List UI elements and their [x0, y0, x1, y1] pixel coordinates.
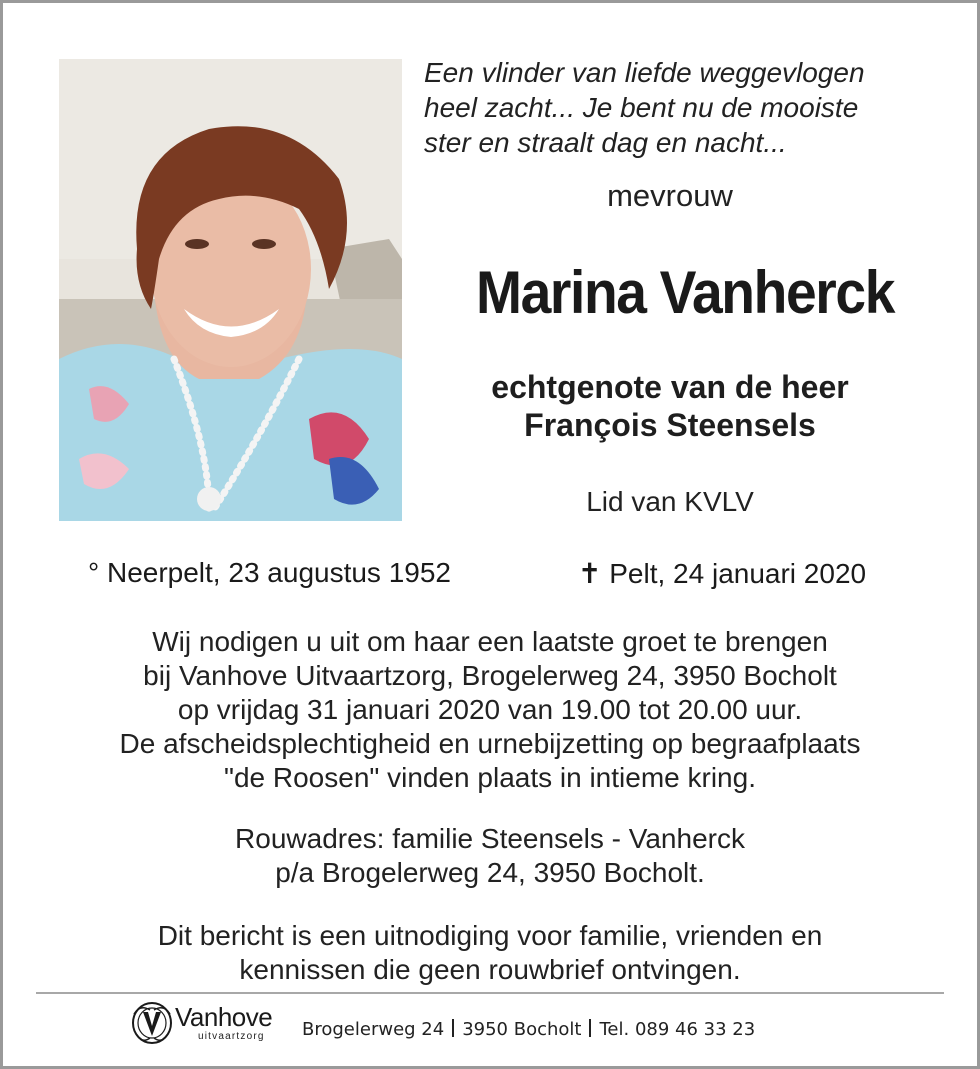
memorial-quote — [424, 55, 954, 160]
funeral-home-contact — [302, 1019, 755, 1040]
invitation-line: De afscheidsplechtigheid en urnebijzetting op begraafplaats — [119, 728, 861, 759]
address-line: p/a Brogelerweg 24, 3950 Bocholt. — [275, 857, 705, 888]
invitation-line: bij Vanhove Uitvaartzorg, Brogelerweg 24, 3950 Bocholt — [143, 660, 837, 691]
address-line: Rouwadres: familie Steensels - Vanherck — [235, 823, 745, 854]
footer-city: 3950 Bocholt — [462, 1019, 582, 1040]
footer-divider — [36, 992, 944, 994]
honorific: mevrouw — [607, 178, 733, 213]
notice-text — [0, 919, 980, 987]
spouse-line: echtgenote van de heer — [491, 369, 849, 405]
butterfly-v-icon — [130, 1000, 174, 1046]
quote-line: Een vlinder van liefde weggevlogen — [424, 57, 865, 88]
separator — [589, 1019, 591, 1037]
quote-line: heel zacht... Je bent nu de mooiste — [424, 92, 859, 123]
birth-info: ° Neerpelt, 23 augustus 1952 — [88, 557, 452, 588]
spouse-line: François Steensels — [524, 407, 816, 443]
footer-street: Brogelerweg 24 — [302, 1019, 445, 1040]
logo-name: Vanhove — [175, 1002, 273, 1032]
spouse-info — [420, 368, 920, 444]
deceased-name: Marina Vanherck — [475, 259, 895, 326]
death-info: ✝ Pelt, 24 januari 2020 — [578, 558, 867, 589]
notice-line: kennissen die geen rouwbrief ontvingen. — [239, 954, 741, 985]
invitation-line: op vrijdag 31 januari 2020 van 19.00 tot 20.00 uur. — [177, 694, 803, 725]
vanhove-logo — [130, 998, 290, 1048]
footer-phone: Tel. 089 46 33 23 — [599, 1019, 756, 1040]
invitation-line: Wij nodigen u uit om haar een laatste groet te brengen — [152, 626, 828, 657]
invitation-text — [0, 625, 980, 795]
quote-line: ster en straalt dag en nacht... — [424, 127, 787, 158]
portrait-photo — [59, 59, 402, 521]
separator — [452, 1019, 454, 1037]
notice-line: Dit bericht is een uitnodiging voor familie, vrienden en — [157, 920, 823, 951]
membership: Lid van KVLV — [586, 486, 754, 517]
logo-subtitle: uitvaartzorg — [198, 1031, 265, 1042]
invitation-line: "de Roosen" vinden plaats in intieme kring. — [224, 762, 756, 793]
portrait-illustration — [59, 59, 402, 521]
mourning-address — [0, 822, 980, 890]
